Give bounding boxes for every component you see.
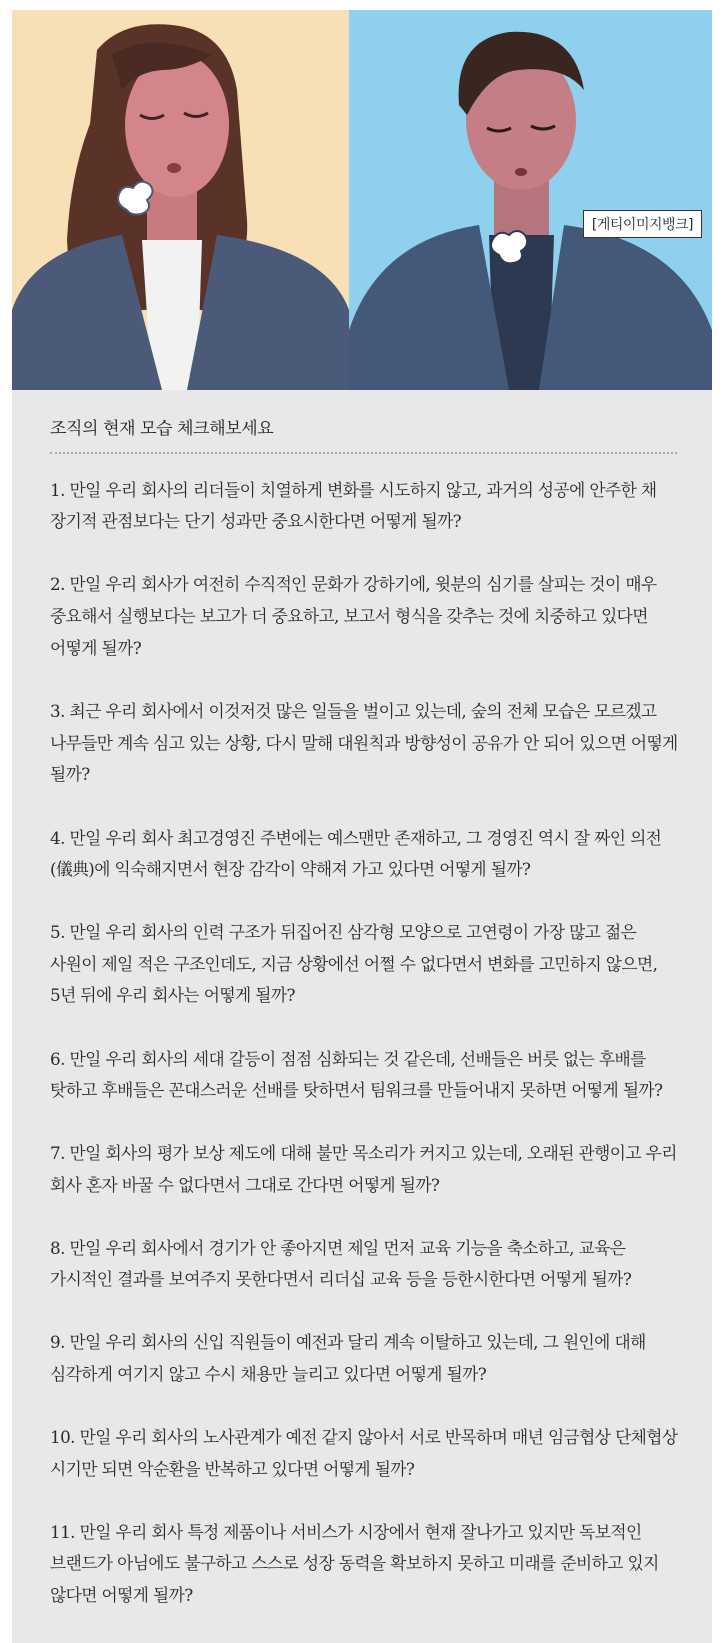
woman-panel bbox=[12, 10, 349, 390]
question-item: 9. 만일 우리 회사의 신입 직원들이 예전과 달리 계속 이탈하고 있는데, 그 원인에 대해 심각하게 여기지 않고 수시 채용만 늘리고 있다면 어떻게 될까? bbox=[50, 1332, 646, 1384]
question-item: 6. 만일 우리 회사의 세대 갈등이 점점 심화되는 것 같은데, 선배들은 버릇 없는 후배를 탓하고 후배들은 꼰대스러운 선배를 탓하면서 팀워크를 만들어내지 못하면 어떻게 될까? bbox=[50, 1048, 663, 1101]
question-item: 3. 최근 우리 회사에서 이것저것 많은 일들을 벌이고 있는데, 숲의 전체 모습은 모르겠고 나무들만 계속 심고 있는 상황, 다시 말해 대원칙과 방향성이 공유가 안 되어 있으면 어떻게 될까? bbox=[50, 700, 678, 785]
question-item: 4. 만일 우리 회사 최고경영진 주변에는 예스맨만 존재하고, 그 경영진 역시 잘 짜인 의전(儀典)에 익숙해지면서 현장 감각이 약해져 가고 있다면 어떻게 될까? bbox=[50, 827, 662, 880]
question-item: 2. 만일 우리 회사가 여전히 수직적인 문화가 강하기에, 윗분의 심기를 살피는 것이 매우 중요해서 실행보다는 보고가 더 중요하고, 보고서 형식을 갖추는 것에 치중하고 있다면 어떻게 될까? bbox=[50, 574, 657, 658]
question-item: 1. 만일 우리 회사의 리더들이 치열하게 변화를 시도하지 않고, 과거의 성공에 안주한 채 장기적 관점보다는 단기 성과만 중요시한다면 어떻게 될까? bbox=[50, 479, 657, 532]
question-item: 5. 만일 우리 회사의 인력 구조가 뒤집어진 삼각형 모양으로 고연령이 가장 많고 젊은 사원이 제일 적은 구조인데도, 지금 상황에선 어쩔 수 없다면서 변화를 고민하지 않으면, 5년 뒤에 우리 회사는 어떻게 될까? bbox=[50, 922, 658, 1006]
man-panel bbox=[349, 10, 712, 390]
sighing-man-illustration bbox=[349, 10, 712, 390]
image-credit: [게티이미지뱅크] bbox=[583, 210, 702, 238]
question-item: 7. 만일 회사의 평가 보상 제도에 대해 불만 목소리가 커지고 있는데, 오래된 관행이고 우리 회사 혼자 바꿀 수 없다면서 그대로 간다면 어떻게 될까? bbox=[50, 1143, 677, 1195]
sighing-woman-illustration bbox=[12, 10, 349, 390]
checklist-title: 조직의 현재 모습 체크해보세요 bbox=[50, 419, 274, 439]
dotted-divider bbox=[50, 452, 677, 454]
question-item: 8. 만일 우리 회사에서 경기가 안 좋아지면 제일 먼저 교육 기능을 축소하고, 교육은 가시적인 결과를 보여주지 못한다면서 리더십 교육 등을 등한시한다면 어떻게 될까? bbox=[50, 1237, 632, 1290]
checklist-box bbox=[12, 390, 712, 1643]
question-item: 10. 만일 우리 회사의 노사관계가 예전 같지 않아서 서로 반목하며 매년 임금협상 단체협상 시기만 되면 악순환을 반복하고 있다면 어떻게 될까? bbox=[50, 1426, 678, 1479]
header-illustration bbox=[12, 10, 712, 390]
question-item: 11. 만일 우리 회사 특정 제품이나 서비스가 시장에서 현재 잘나가고 있지만 독보적인 브랜드가 아님에도 불구하고 스스로 성장 동력을 확보하지 못하고 미래를 준비하고 있지 않다면 어떻게 될까? bbox=[50, 1521, 659, 1605]
